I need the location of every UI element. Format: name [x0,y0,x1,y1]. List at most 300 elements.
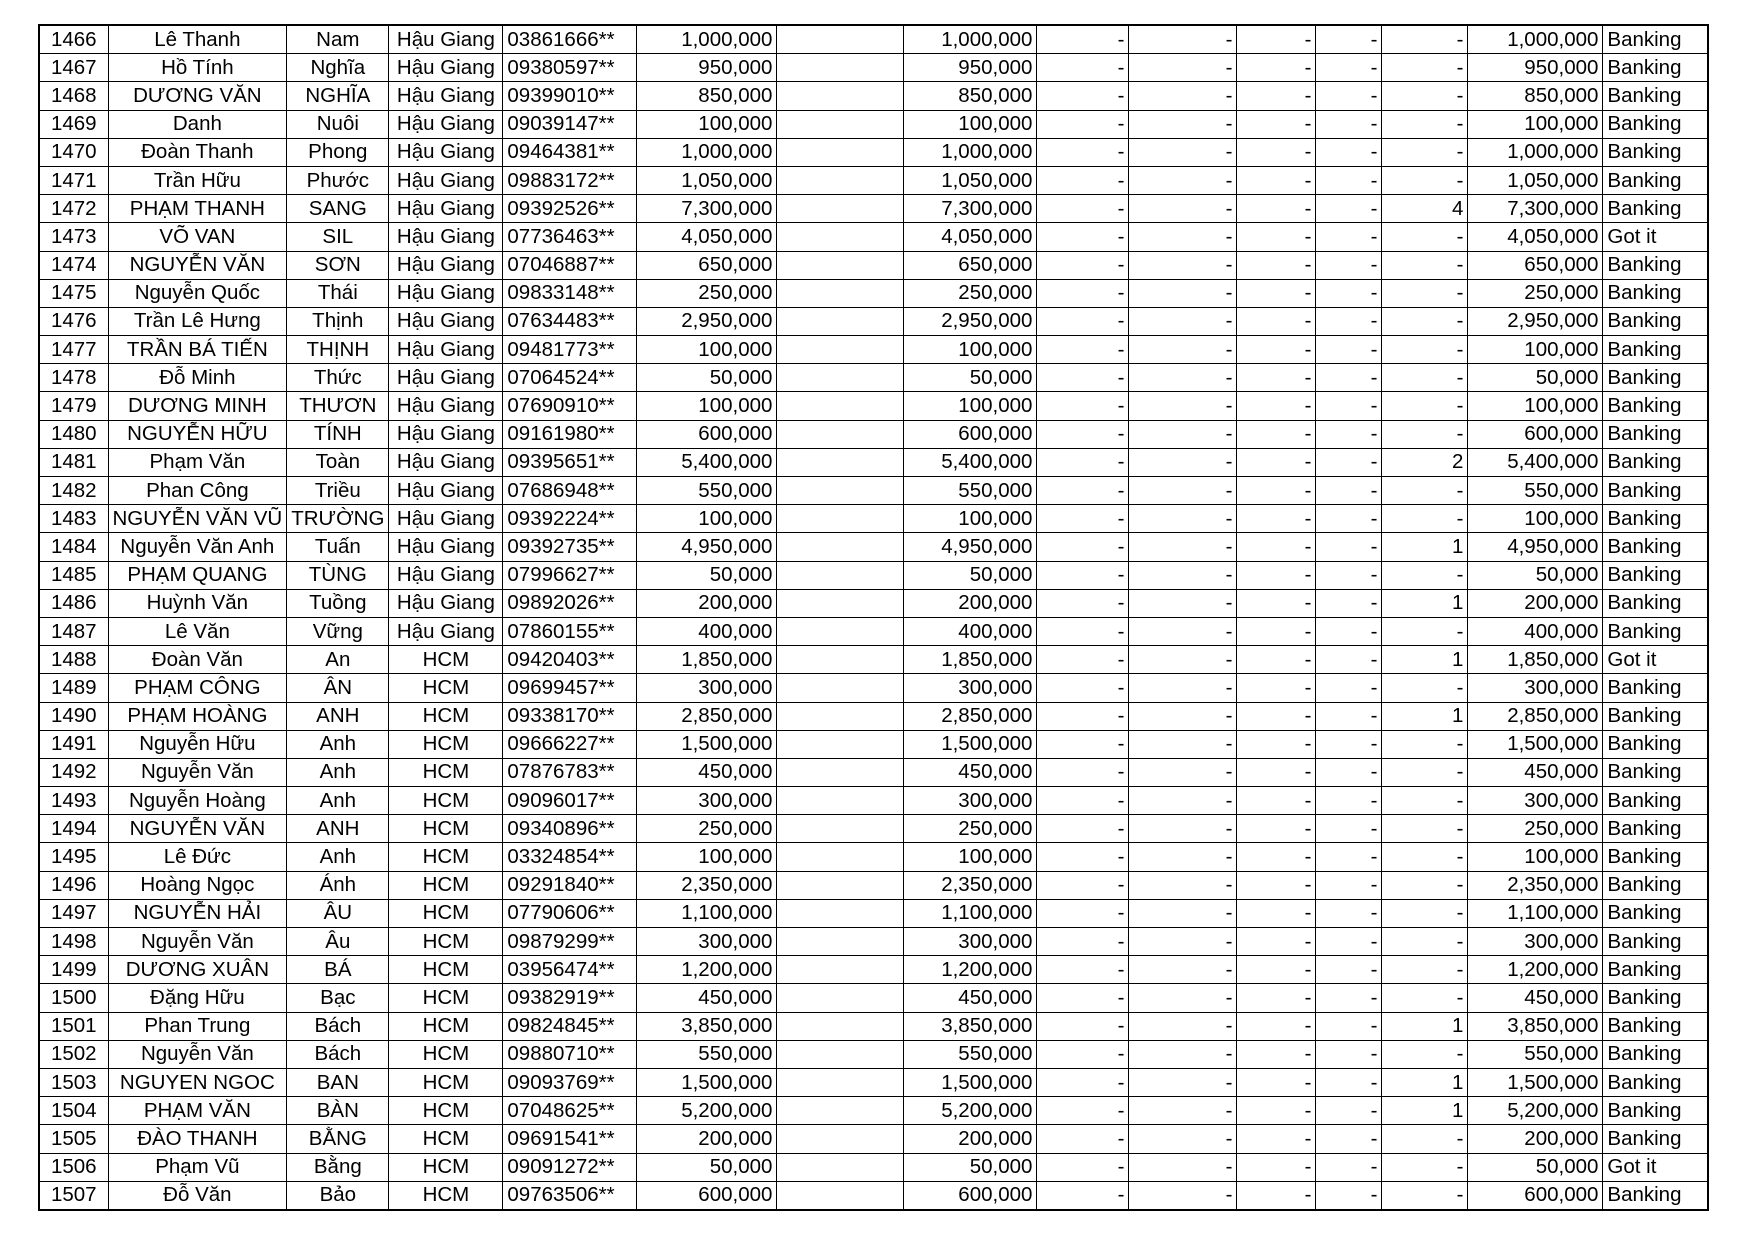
dash-col-4-cell: - [1316,138,1382,166]
given-names-cell: DƯƠNG XUÂN [108,956,287,984]
table-row [39,984,1708,1012]
payment-method-cell: Banking [1603,307,1708,335]
amount-total-cell: 1,050,000 [904,166,1037,194]
phone-number-cell: 09161980** [503,420,637,448]
dash-col-1-cell: - [1037,1097,1129,1125]
table-row [39,138,1708,166]
dash-col-2-cell: - [1129,871,1237,899]
blank-column-cell [777,223,904,251]
row-number-cell: 1499 [39,956,108,984]
dash-col-4-cell: - [1316,1012,1382,1040]
amount-total-cell: 250,000 [904,815,1037,843]
amount-total-cell: 850,000 [904,82,1037,110]
table-row [39,589,1708,617]
blank-column-cell [777,420,904,448]
payment-method-cell: Banking [1603,279,1708,307]
count-cell: - [1382,730,1468,758]
blank-column-cell [777,1181,904,1210]
amount-total-cell: 4,950,000 [904,533,1037,561]
table-row [39,928,1708,956]
amount-total-cell: 200,000 [904,589,1037,617]
table-row [39,223,1708,251]
amount-cell: 400,000 [637,617,777,645]
province-cell: HCM [389,843,503,871]
blank-column-cell [777,984,904,1012]
total-cell: 600,000 [1468,420,1603,448]
blank-column-cell [777,533,904,561]
payment-method-cell: Banking [1603,110,1708,138]
dash-col-1-cell: - [1037,1125,1129,1153]
phone-number-cell: 09392526** [503,195,637,223]
dash-col-2-cell: - [1129,674,1237,702]
total-cell: 650,000 [1468,251,1603,279]
dash-col-2-cell: - [1129,561,1237,589]
dash-col-3-cell: - [1237,392,1316,420]
dash-col-2-cell: - [1129,336,1237,364]
blank-column-cell [777,899,904,927]
table-row [39,702,1708,730]
dash-col-2-cell: - [1129,984,1237,1012]
total-cell: 850,000 [1468,82,1603,110]
phone-number-cell: 07996627** [503,561,637,589]
dash-col-2-cell: - [1129,223,1237,251]
province-cell: HCM [389,674,503,702]
row-number-cell: 1495 [39,843,108,871]
province-cell: HCM [389,1068,503,1096]
payment-method-cell: Got it [1603,646,1708,674]
count-cell: - [1382,138,1468,166]
blank-column-cell [777,1068,904,1096]
payment-method-cell: Banking [1603,336,1708,364]
phone-number-cell: 03956474** [503,956,637,984]
amount-total-cell: 450,000 [904,984,1037,1012]
dash-col-3-cell: - [1237,166,1316,194]
total-cell: 1,500,000 [1468,1068,1603,1096]
blank-column-cell [777,25,904,54]
payment-method-cell: Banking [1603,166,1708,194]
blank-column-cell [777,364,904,392]
dash-col-2-cell: - [1129,899,1237,927]
surname-cell: NGHĨA [287,82,389,110]
count-cell: 2 [1382,448,1468,476]
blank-column-cell [777,82,904,110]
total-cell: 4,950,000 [1468,533,1603,561]
dash-col-2-cell: - [1129,110,1237,138]
given-names-cell: PHẠM HOÀNG [108,702,287,730]
amount-cell: 1,050,000 [637,166,777,194]
given-names-cell: ĐÀO THANH [108,1125,287,1153]
blank-column-cell [777,195,904,223]
table-row [39,1040,1708,1068]
surname-cell: Bảo [287,1181,389,1210]
dash-col-4-cell: - [1316,533,1382,561]
amount-cell: 650,000 [637,251,777,279]
blank-column-cell [777,1097,904,1125]
amount-total-cell: 1,200,000 [904,956,1037,984]
count-cell: - [1382,815,1468,843]
row-number-cell: 1485 [39,561,108,589]
phone-number-cell: 09833148** [503,279,637,307]
row-number-cell: 1507 [39,1181,108,1210]
phone-number-cell: 07686948** [503,477,637,505]
province-cell: HCM [389,1040,503,1068]
payment-method-cell: Got it [1603,1153,1708,1181]
dash-col-3-cell: - [1237,899,1316,927]
dash-col-2-cell: - [1129,1012,1237,1040]
phone-number-cell: 09420403** [503,646,637,674]
phone-number-cell: 09399010** [503,82,637,110]
province-cell: HCM [389,646,503,674]
blank-column-cell [777,1153,904,1181]
row-number-cell: 1500 [39,984,108,1012]
dash-col-2-cell: - [1129,1153,1237,1181]
total-cell: 50,000 [1468,561,1603,589]
table-row [39,1125,1708,1153]
count-cell: - [1382,1040,1468,1068]
amount-total-cell: 5,200,000 [904,1097,1037,1125]
table-body [39,25,1708,1210]
amount-cell: 4,050,000 [637,223,777,251]
dash-col-4-cell: - [1316,1125,1382,1153]
dash-col-1-cell: - [1037,166,1129,194]
phone-number-cell: 09395651** [503,448,637,476]
count-cell: - [1382,166,1468,194]
amount-cell: 3,850,000 [637,1012,777,1040]
given-names-cell: DƯƠNG VĂN [108,82,287,110]
blank-column-cell [777,815,904,843]
row-number-cell: 1472 [39,195,108,223]
dash-col-2-cell: - [1129,787,1237,815]
province-cell: Hậu Giang [389,477,503,505]
amount-total-cell: 100,000 [904,110,1037,138]
amount-total-cell: 2,350,000 [904,871,1037,899]
province-cell: Hậu Giang [389,533,503,561]
table-row [39,420,1708,448]
amount-cell: 50,000 [637,1153,777,1181]
count-cell: - [1382,110,1468,138]
total-cell: 950,000 [1468,54,1603,82]
dash-col-3-cell: - [1237,25,1316,54]
dash-col-2-cell: - [1129,166,1237,194]
dash-col-4-cell: - [1316,758,1382,786]
dash-col-3-cell: - [1237,1097,1316,1125]
given-names-cell: NGUYỄN VĂN [108,815,287,843]
total-cell: 2,350,000 [1468,871,1603,899]
payment-method-cell: Banking [1603,956,1708,984]
dash-col-1-cell: - [1037,477,1129,505]
table-row [39,166,1708,194]
amount-cell: 1,850,000 [637,646,777,674]
table-row [39,843,1708,871]
row-number-cell: 1505 [39,1125,108,1153]
count-cell: - [1382,54,1468,82]
province-cell: Hậu Giang [389,195,503,223]
row-number-cell: 1474 [39,251,108,279]
surname-cell: ÂN [287,674,389,702]
dash-col-4-cell: - [1316,843,1382,871]
dash-col-4-cell: - [1316,815,1382,843]
total-cell: 4,050,000 [1468,223,1603,251]
province-cell: HCM [389,984,503,1012]
amount-cell: 600,000 [637,420,777,448]
surname-cell: Triều [287,477,389,505]
surname-cell: Anh [287,730,389,758]
amount-cell: 950,000 [637,54,777,82]
row-number-cell: 1490 [39,702,108,730]
amount-cell: 450,000 [637,758,777,786]
blank-column-cell [777,646,904,674]
dash-col-1-cell: - [1037,307,1129,335]
phone-number-cell: 09880710** [503,1040,637,1068]
amount-cell: 5,200,000 [637,1097,777,1125]
given-names-cell: PHẠM THANH [108,195,287,223]
payment-method-cell: Banking [1603,843,1708,871]
amount-cell: 1,000,000 [637,25,777,54]
dash-col-3-cell: - [1237,1040,1316,1068]
count-cell: - [1382,843,1468,871]
row-number-cell: 1483 [39,505,108,533]
dash-col-2-cell: - [1129,279,1237,307]
dash-col-2-cell: - [1129,1097,1237,1125]
dash-col-4-cell: - [1316,223,1382,251]
surname-cell: BAN [287,1068,389,1096]
row-number-cell: 1489 [39,674,108,702]
blank-column-cell [777,251,904,279]
surname-cell: THƯƠN [287,392,389,420]
dash-col-1-cell: - [1037,956,1129,984]
phone-number-cell: 09338170** [503,702,637,730]
dash-col-1-cell: - [1037,1068,1129,1096]
amount-cell: 100,000 [637,505,777,533]
total-cell: 250,000 [1468,815,1603,843]
given-names-cell: Nguyễn Hữu [108,730,287,758]
dash-col-2-cell: - [1129,54,1237,82]
amount-cell: 1,500,000 [637,1068,777,1096]
dash-col-3-cell: - [1237,1068,1316,1096]
blank-column-cell [777,1125,904,1153]
dash-col-3-cell: - [1237,787,1316,815]
dash-col-4-cell: - [1316,25,1382,54]
province-cell: HCM [389,899,503,927]
count-cell: - [1382,1125,1468,1153]
phone-number-cell: 07736463** [503,223,637,251]
dash-col-3-cell: - [1237,195,1316,223]
dash-col-3-cell: - [1237,646,1316,674]
surname-cell: TÙNG [287,561,389,589]
table-row [39,392,1708,420]
given-names-cell: PHẠM CÔNG [108,674,287,702]
province-cell: Hậu Giang [389,448,503,476]
province-cell: Hậu Giang [389,420,503,448]
amount-cell: 7,300,000 [637,195,777,223]
amount-total-cell: 1,850,000 [904,646,1037,674]
table-row [39,477,1708,505]
province-cell: Hậu Giang [389,25,503,54]
blank-column-cell [777,787,904,815]
phone-number-cell: 09699457** [503,674,637,702]
total-cell: 1,100,000 [1468,899,1603,927]
blank-column-cell [777,843,904,871]
dash-col-2-cell: - [1129,843,1237,871]
table-row [39,110,1708,138]
given-names-cell: Lê Thanh [108,25,287,54]
dash-col-1-cell: - [1037,617,1129,645]
dash-col-2-cell: - [1129,448,1237,476]
dash-col-4-cell: - [1316,336,1382,364]
donation-table [38,24,1709,1211]
dash-col-4-cell: - [1316,1153,1382,1181]
count-cell: - [1382,956,1468,984]
payment-method-cell: Banking [1603,364,1708,392]
payment-method-cell: Banking [1603,533,1708,561]
total-cell: 5,200,000 [1468,1097,1603,1125]
blank-column-cell [777,392,904,420]
phone-number-cell: 09824845** [503,1012,637,1040]
total-cell: 1,050,000 [1468,166,1603,194]
province-cell: HCM [389,787,503,815]
surname-cell: BÁ [287,956,389,984]
surname-cell: Bằng [287,1153,389,1181]
amount-total-cell: 1,500,000 [904,730,1037,758]
dash-col-4-cell: - [1316,251,1382,279]
table-row [39,815,1708,843]
amount-cell: 50,000 [637,364,777,392]
table-row [39,82,1708,110]
blank-column-cell [777,928,904,956]
phone-number-cell: 07634483** [503,307,637,335]
amount-total-cell: 100,000 [904,392,1037,420]
given-names-cell: Hoàng Ngọc [108,871,287,899]
given-names-cell: Lê Văn [108,617,287,645]
phone-number-cell: 07876783** [503,758,637,786]
surname-cell: Bách [287,1040,389,1068]
blank-column-cell [777,589,904,617]
given-names-cell: Đoàn Văn [108,646,287,674]
dash-col-4-cell: - [1316,477,1382,505]
surname-cell: ANH [287,702,389,730]
blank-column-cell [777,871,904,899]
dash-col-3-cell: - [1237,1153,1316,1181]
count-cell: - [1382,787,1468,815]
province-cell: Hậu Giang [389,110,503,138]
surname-cell: BÀN [287,1097,389,1125]
payment-method-cell: Banking [1603,420,1708,448]
blank-column-cell [777,166,904,194]
table-row [39,758,1708,786]
dash-col-4-cell: - [1316,110,1382,138]
dash-col-4-cell: - [1316,589,1382,617]
dash-col-1-cell: - [1037,928,1129,956]
dash-col-3-cell: - [1237,984,1316,1012]
count-cell: - [1382,392,1468,420]
surname-cell: ANH [287,815,389,843]
dash-col-1-cell: - [1037,899,1129,927]
dash-col-2-cell: - [1129,1068,1237,1096]
province-cell: HCM [389,1097,503,1125]
dash-col-1-cell: - [1037,223,1129,251]
table-row [39,871,1708,899]
surname-cell: TRƯỜNG [287,505,389,533]
amount-total-cell: 100,000 [904,336,1037,364]
total-cell: 7,300,000 [1468,195,1603,223]
phone-number-cell: 07690910** [503,392,637,420]
payment-method-cell: Banking [1603,477,1708,505]
total-cell: 5,400,000 [1468,448,1603,476]
dash-col-3-cell: - [1237,1012,1316,1040]
amount-cell: 300,000 [637,787,777,815]
count-cell: - [1382,505,1468,533]
total-cell: 1,000,000 [1468,138,1603,166]
dash-col-2-cell: - [1129,646,1237,674]
dash-col-4-cell: - [1316,702,1382,730]
amount-cell: 200,000 [637,1125,777,1153]
amount-cell: 2,950,000 [637,307,777,335]
count-cell: 1 [1382,702,1468,730]
phone-number-cell: 07790606** [503,899,637,927]
given-names-cell: NGUYỄN HẢI [108,899,287,927]
dash-col-3-cell: - [1237,420,1316,448]
province-cell: Hậu Giang [389,166,503,194]
total-cell: 100,000 [1468,505,1603,533]
payment-method-cell: Banking [1603,871,1708,899]
province-cell: HCM [389,1181,503,1210]
province-cell: Hậu Giang [389,279,503,307]
amount-cell: 100,000 [637,336,777,364]
total-cell: 2,850,000 [1468,702,1603,730]
province-cell: Hậu Giang [389,364,503,392]
count-cell: - [1382,617,1468,645]
count-cell: 1 [1382,533,1468,561]
amount-cell: 250,000 [637,815,777,843]
row-number-cell: 1481 [39,448,108,476]
given-names-cell: Phạm Văn [108,448,287,476]
row-number-cell: 1466 [39,25,108,54]
dash-col-4-cell: - [1316,279,1382,307]
given-names-cell: Phan Trung [108,1012,287,1040]
phone-number-cell: 07046887** [503,251,637,279]
table-row [39,251,1708,279]
table-row [39,1181,1708,1210]
table-row [39,505,1708,533]
count-cell: - [1382,674,1468,702]
table-row [39,787,1708,815]
dash-col-3-cell: - [1237,843,1316,871]
row-number-cell: 1479 [39,392,108,420]
dash-col-1-cell: - [1037,138,1129,166]
dash-col-1-cell: - [1037,195,1129,223]
count-cell: - [1382,1153,1468,1181]
phone-number-cell: 09883172** [503,166,637,194]
payment-method-cell: Banking [1603,138,1708,166]
dash-col-4-cell: - [1316,730,1382,758]
row-number-cell: 1470 [39,138,108,166]
table-row [39,1068,1708,1096]
total-cell: 600,000 [1468,1181,1603,1210]
payment-method-cell: Banking [1603,195,1708,223]
dash-col-1-cell: - [1037,505,1129,533]
row-number-cell: 1496 [39,871,108,899]
amount-cell: 2,350,000 [637,871,777,899]
total-cell: 450,000 [1468,758,1603,786]
dash-col-4-cell: - [1316,617,1382,645]
surname-cell: Thức [287,364,389,392]
surname-cell: An [287,646,389,674]
surname-cell: SƠN [287,251,389,279]
row-number-cell: 1486 [39,589,108,617]
province-cell: HCM [389,815,503,843]
total-cell: 200,000 [1468,1125,1603,1153]
dash-col-2-cell: - [1129,956,1237,984]
